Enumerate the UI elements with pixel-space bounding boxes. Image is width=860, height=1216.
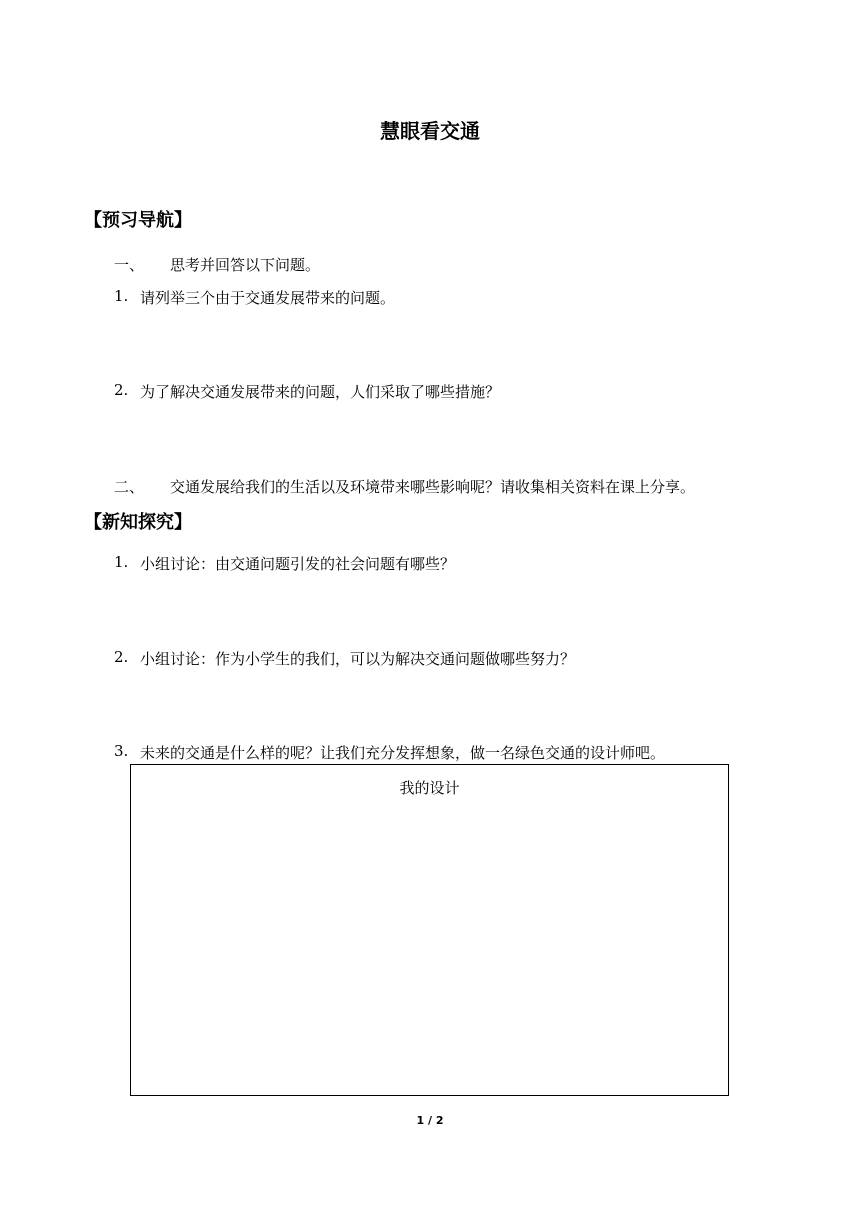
design-box-label: 我的设计	[399, 779, 460, 797]
section-heading-preview: 【预习导航】	[84, 210, 192, 231]
section-heading-inquiry: 【新知探究】	[84, 512, 192, 533]
document-title: 慧眼看交通	[380, 119, 480, 143]
item-marker: 1.	[114, 553, 129, 571]
item-text: 请列举三个由于交通发展带来的问题。	[140, 289, 396, 307]
item-marker: 3.	[114, 742, 129, 760]
item-text: 未来的交通是什么样的呢？让我们充分发挥想象，做一名绿色交通的设计师吧。	[140, 744, 666, 762]
item-text: 为了解决交通发展带来的问题，人们采取了哪些措施？	[140, 383, 501, 401]
item-marker: 一、	[114, 256, 145, 274]
item-marker: 2.	[114, 648, 129, 666]
item-text: 小组讨论：作为小学生的我们，可以为解决交通问题做哪些努力？	[140, 650, 576, 668]
item-marker: 1.	[114, 287, 129, 305]
item-marker: 二、	[114, 478, 145, 496]
item-text: 交通发展给我们的生活以及环境带来哪些影响呢？请收集相关资料在课上分享。	[170, 478, 696, 496]
page-number: 1 / 2	[416, 1114, 444, 1127]
item-text: 小组讨论：由交通问题引发的社会问题有哪些？	[140, 555, 456, 573]
design-drawing-box[interactable]	[130, 764, 729, 1096]
item-text: 思考并回答以下问题。	[170, 256, 321, 274]
item-marker: 2.	[114, 381, 129, 399]
